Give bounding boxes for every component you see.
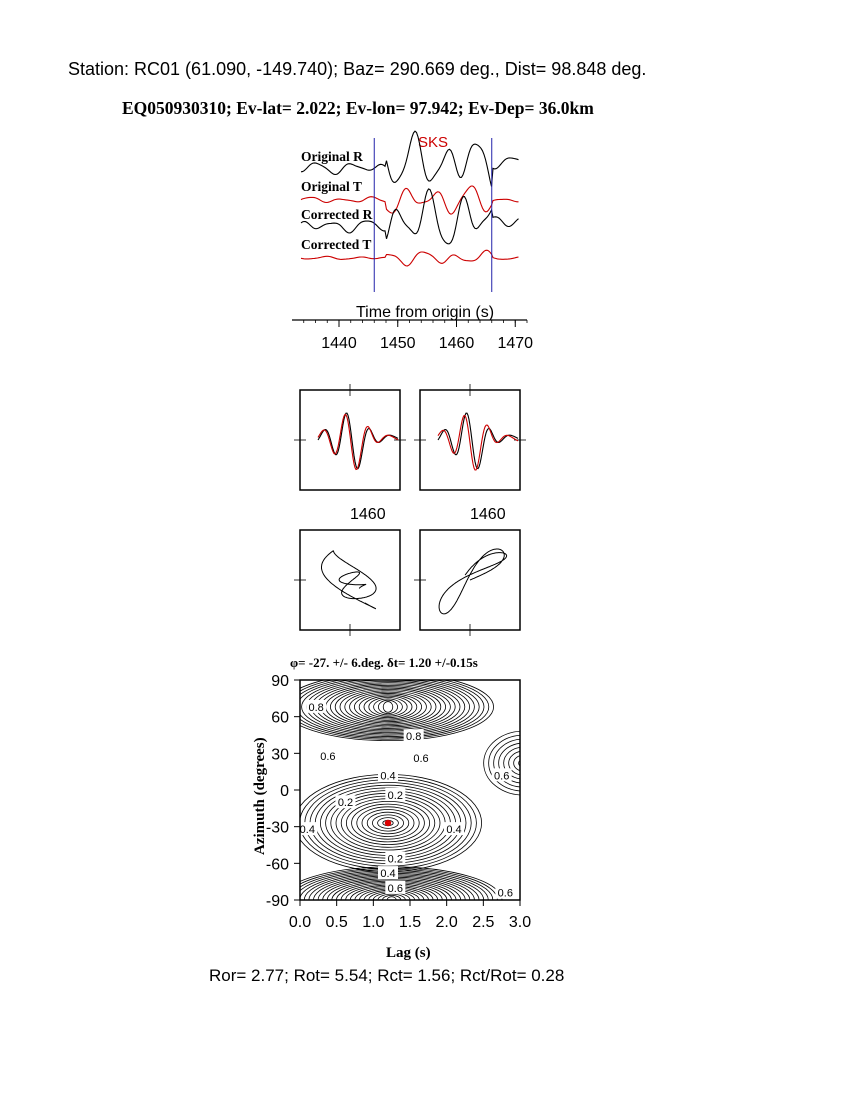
grid-search-x-label: Lag (s)	[386, 945, 431, 961]
trace-label: Original R	[301, 149, 363, 164]
grid-search-y-label: Azimuth (degrees)	[252, 737, 268, 855]
contour-line	[311, 681, 465, 732]
contour-label: 0.6	[413, 753, 429, 766]
grid-x-tick-label: 2.0	[435, 914, 458, 931]
grid-x-tick-label: 0.0	[288, 914, 312, 931]
contour-label: 0.2	[387, 789, 403, 802]
station-header: Station: RC01 (61.090, -149.740); Baz= 290.669 deg., Dist= 98.848 deg.	[68, 59, 647, 79]
ratio-summary: Ror= 2.77; Rot= 5.54; Rct= 1.56; Rct/Rot= 0.28	[209, 966, 565, 985]
seismogram-x-tick-label: 1450	[379, 335, 416, 352]
grid-y-tick-label: 30	[271, 746, 289, 764]
particle-motion-corrected	[439, 549, 507, 614]
seismogram-x-tick-label: 1470	[497, 335, 534, 352]
contour-label: 0.6	[320, 750, 336, 763]
waveform-right-x-tick: 1460	[470, 506, 506, 523]
grid-x-tick-label: 2.5	[472, 914, 495, 931]
grid-x-tick-label: 1.5	[398, 914, 422, 931]
contour-label: 0.6	[494, 770, 510, 783]
best-fit-marker	[385, 820, 391, 826]
trace-label: Corrected R	[301, 207, 373, 222]
contour-label: 0.4	[446, 824, 462, 837]
contour-label: 0.4	[299, 824, 315, 837]
contour-line	[364, 696, 412, 718]
seismogram-x-tick-label: 1460	[438, 335, 475, 352]
event-header: EQ050930310; Ev-lat= 2.022; Ev-lon= 97.942; Ev-Dep= 36.0km	[122, 98, 594, 118]
grid-y-tick-label: 60	[271, 709, 289, 727]
waveform-left-x-tick: 1460	[350, 506, 386, 523]
trace-label: Original T	[301, 179, 362, 194]
grid-search-panel	[252, 655, 564, 961]
contour-line	[489, 735, 559, 791]
waveform-comparison-panels	[294, 384, 526, 523]
contour-label: 0.6	[387, 882, 403, 895]
particle-motion-box-left	[300, 530, 400, 630]
contour-label: 0.2	[387, 853, 403, 866]
contour-line	[383, 702, 393, 713]
trace-label: Corrected T	[301, 237, 372, 252]
grid-y-tick-label: 90	[271, 673, 289, 690]
grid-x-tick-label: 0.5	[325, 914, 348, 931]
particle-motion-panels	[294, 530, 520, 636]
seismogram-x-label: Time from origin (s)	[356, 304, 495, 321]
contour-label: 0.4	[380, 770, 396, 783]
contour-label: 0.8	[406, 731, 422, 744]
phase-label: SKS	[418, 134, 449, 151]
contour-label: 0.8	[308, 701, 324, 714]
contour-line	[330, 687, 445, 727]
grid-y-tick-label: -60	[265, 856, 289, 874]
contour-label: 0.6	[497, 887, 513, 900]
contour-line	[509, 751, 539, 775]
grid-y-tick-label: -30	[265, 819, 289, 837]
seismogram-trace	[301, 250, 519, 266]
contour-line	[359, 695, 417, 719]
grid-y-tick-label: -90	[265, 893, 289, 910]
contour-line	[514, 755, 534, 771]
grid-search-title: φ= -27. +/- 6.deg. δt= 1.20 +/-0.15s	[290, 655, 478, 670]
comparison-trace	[438, 413, 518, 468]
grid-x-tick-label: 3.0	[508, 914, 532, 931]
contour-label: 0.4	[380, 868, 396, 881]
contour-line	[345, 691, 431, 723]
grid-y-tick-label: 0	[280, 783, 289, 800]
comparison-trace	[318, 414, 398, 469]
comparison-trace	[438, 416, 518, 470]
contour-line	[316, 683, 460, 732]
contour-line	[378, 700, 397, 713]
grid-x-tick-label: 1.0	[362, 914, 385, 931]
waveform-box-left	[300, 390, 400, 490]
contour-line	[484, 731, 564, 795]
contour-label: 0.2	[337, 797, 354, 810]
seismogram-x-tick-label: 1440	[321, 335, 357, 352]
particle-motion-original	[322, 551, 377, 609]
seismogram-panel	[292, 131, 533, 352]
